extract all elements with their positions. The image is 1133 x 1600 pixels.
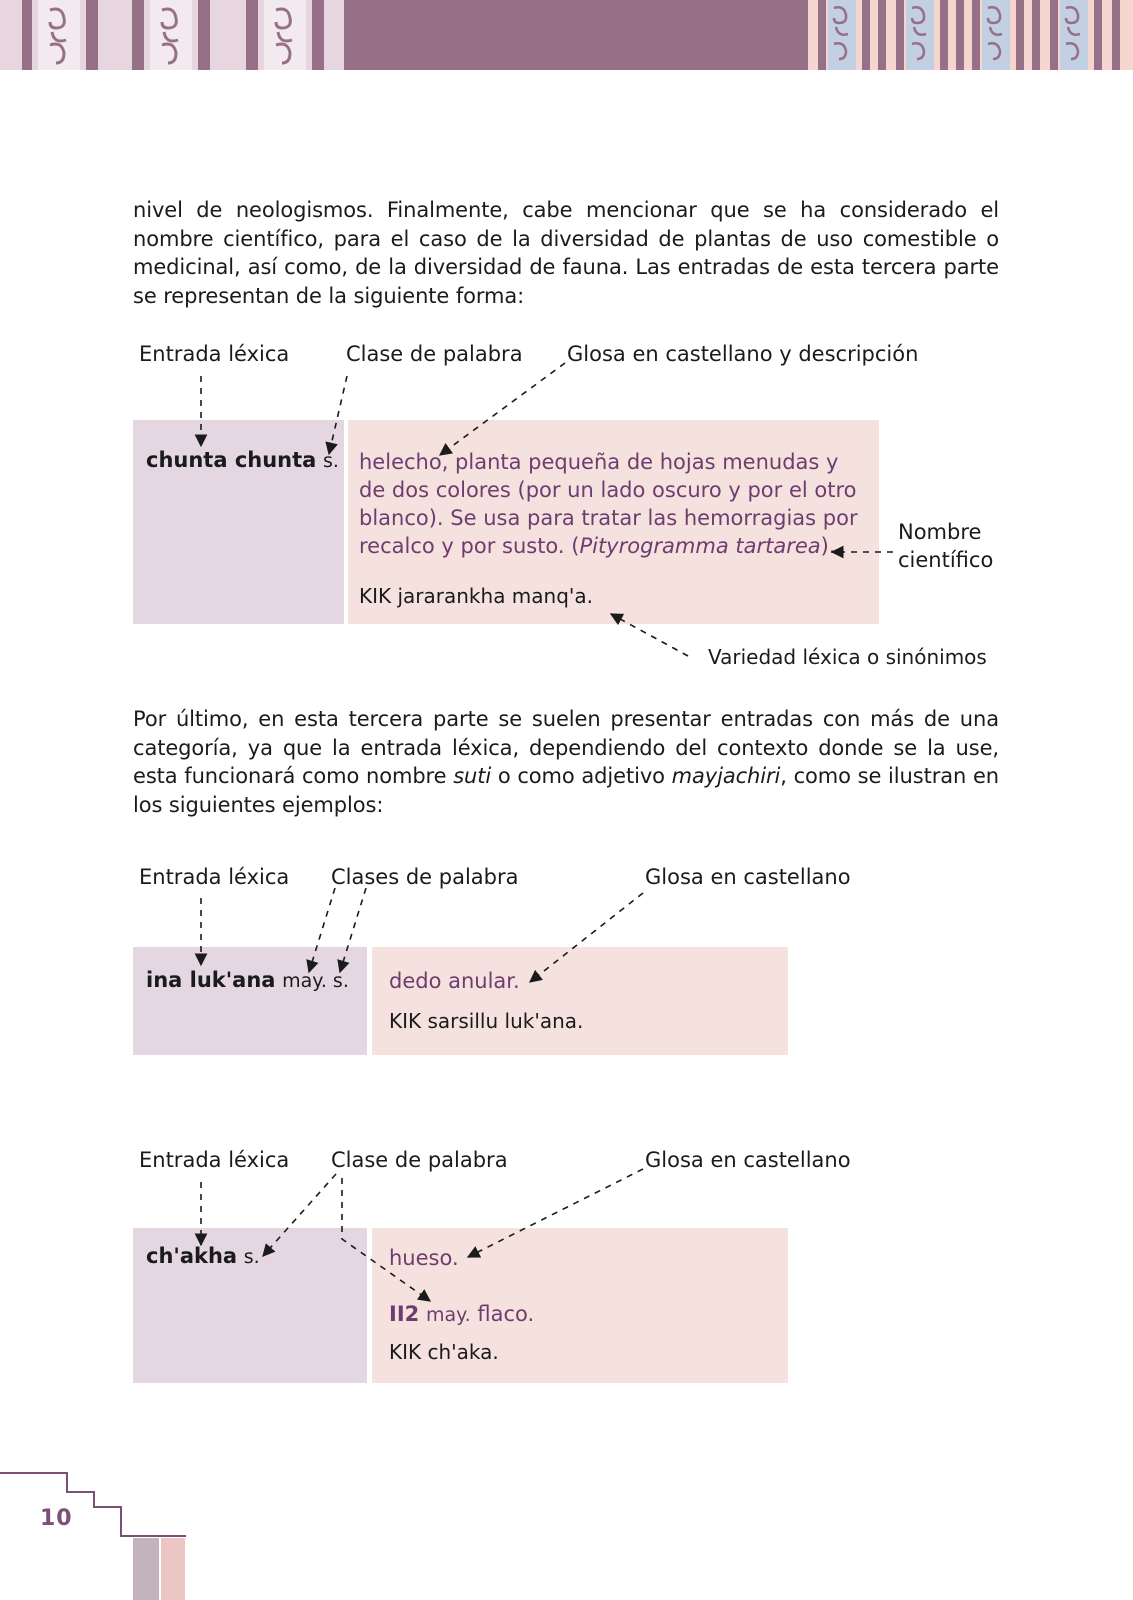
label-nombre: Nombre bbox=[898, 520, 982, 544]
variant-1: KIK jararankha manq'a. bbox=[359, 584, 594, 608]
middle-text-part1: Por último, en esta tercera parte se suelen presentar entradas con más de una categoría, ya que la entrada léxica, dependiendo del contexto donde se la use, esta funcionará como nombre bbox=[133, 707, 999, 788]
headword-text: ch'akha bbox=[146, 1244, 238, 1268]
stripe-pattern-right bbox=[808, 0, 1133, 70]
term-mayjachiri: mayjachiri bbox=[671, 764, 781, 788]
sense-gloss: flaco. bbox=[477, 1302, 535, 1326]
entry-box-2 bbox=[133, 947, 367, 1055]
gloss-box-2 bbox=[372, 947, 788, 1055]
header-decorative-band bbox=[0, 0, 1133, 70]
label-glosa-descripcion-1: Glosa en castellano y descripción bbox=[567, 342, 919, 366]
term-suti: suti bbox=[453, 764, 492, 788]
page-number: 10 bbox=[40, 1506, 73, 1531]
label-clase-palabra-1: Clase de palabra bbox=[346, 342, 523, 366]
label-entrada-lexica-2: Entrada léxica bbox=[139, 865, 290, 889]
variant-2: KIK sarsillu luk'ana. bbox=[389, 1009, 584, 1033]
gloss-text-1 bbox=[359, 448, 859, 560]
intro-paragraph: nivel de neologismos. Finalmente, cabe mencionar que se ha considerado el nombre científico, para el caso de la diversidad de plantas de uso comestible o medicinal, así como, de la diversidad de fauna. Las entradas de esta tercera parte se representan de la siguiente forma: bbox=[133, 198, 999, 308]
label-clase-palabra-3: Clase de palabra bbox=[331, 1148, 508, 1172]
word-class: may. s. bbox=[282, 970, 349, 992]
gloss-text-3: hueso. bbox=[389, 1246, 459, 1270]
sense-number: II2 bbox=[389, 1302, 420, 1326]
headword-2 bbox=[146, 968, 349, 992]
label-cientifico: científico bbox=[898, 548, 994, 572]
gloss-end: ). bbox=[820, 534, 836, 558]
headword-text: ina luk'ana bbox=[146, 968, 276, 992]
sense-2-line bbox=[389, 1300, 534, 1329]
gloss-main: helecho, planta pequeña de hojas menudas y de dos colores (por un lado oscuro y por el otro blanco). Se usa para tratar las hemorragias por recalco y por susto. ( bbox=[359, 450, 858, 558]
middle-paragraph bbox=[133, 705, 999, 819]
scientific-name: Pityrogramma tartarea bbox=[579, 534, 821, 558]
variant-3: KIK ch'aka. bbox=[389, 1340, 499, 1364]
label-glosa-2: Glosa en castellano bbox=[645, 865, 851, 889]
word-class: s. bbox=[243, 1246, 260, 1268]
gloss-text-2: dedo anular. bbox=[389, 969, 520, 993]
label-entrada-lexica-1: Entrada léxica bbox=[139, 342, 290, 366]
word-class: s. bbox=[323, 450, 339, 472]
label-entrada-lexica-3: Entrada léxica bbox=[139, 1148, 290, 1172]
label-variedad-lexica: Variedad léxica o sinónimos bbox=[708, 645, 987, 669]
sense-class: may. bbox=[425, 1304, 471, 1326]
footer-step-decoration bbox=[0, 1470, 200, 1600]
middle-text-part3: , como se ilustran en los siguientes ejemplos: bbox=[133, 764, 999, 817]
headword-text: chunta chunta bbox=[146, 448, 317, 472]
middle-text-part2: o como adjetivo bbox=[491, 764, 672, 788]
headword-3 bbox=[146, 1244, 260, 1268]
label-glosa-3: Glosa en castellano bbox=[645, 1148, 851, 1172]
headword-1 bbox=[146, 448, 339, 472]
label-clases-palabra-2: Clases de palabra bbox=[331, 865, 519, 889]
